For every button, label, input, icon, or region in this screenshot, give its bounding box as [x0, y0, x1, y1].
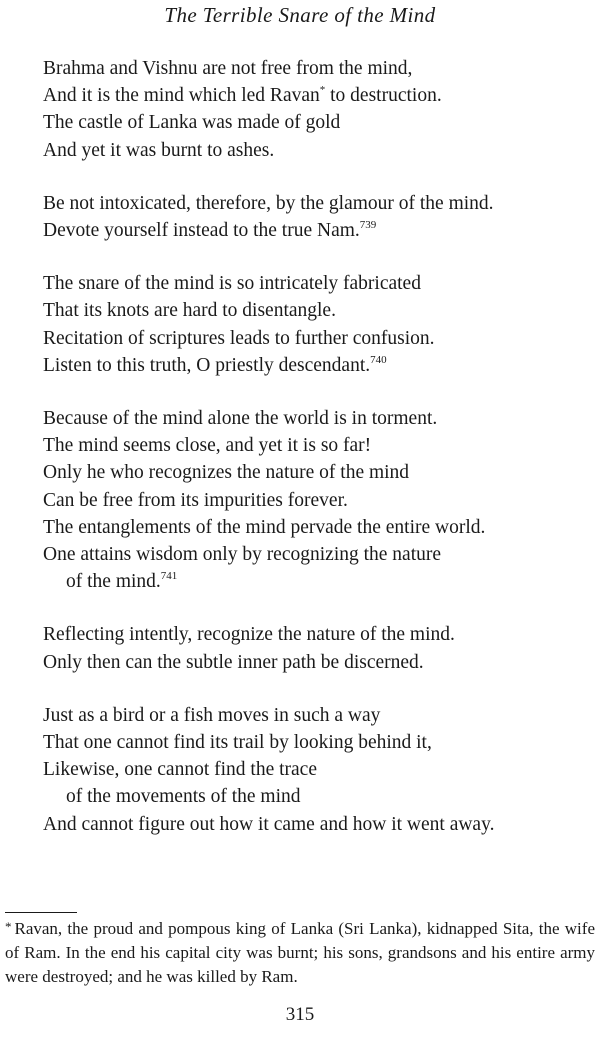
poem-line	[43, 190, 588, 217]
poem-line	[43, 756, 588, 783]
page-number: 315	[285, 1004, 315, 1025]
poem-line	[43, 649, 588, 676]
poem-line	[43, 541, 588, 568]
poem-line	[43, 487, 588, 514]
line-text: That its knots are hard to disentangle.	[43, 300, 336, 322]
stanza	[43, 55, 588, 164]
line-text: of the movements of the mind	[66, 786, 301, 808]
poem-line	[43, 568, 588, 595]
poem-line	[43, 811, 588, 838]
poem-line	[43, 352, 588, 379]
footnote	[5, 915, 595, 989]
poem-line	[43, 270, 588, 297]
poem-line	[43, 55, 588, 82]
endnote-number: 739	[359, 219, 377, 232]
line-text: Devote yourself instead to the true Nam.	[43, 220, 360, 242]
line-text: Recitation of scriptures leads to further confusion.	[43, 327, 435, 349]
poem-line	[43, 297, 588, 324]
poem-line	[43, 109, 588, 136]
endnote-number: 741	[160, 570, 178, 583]
poem-line	[43, 729, 588, 756]
endnote-number: 740	[370, 353, 387, 366]
line-text: The castle of Lanka was made of gold	[43, 112, 341, 134]
line-text: of the mind.	[66, 571, 161, 593]
line-text: Reflecting intently, recognize the nature of the mind.	[43, 624, 455, 646]
stanza	[43, 702, 588, 838]
poem-line	[43, 217, 588, 244]
line-text: Only he who recognizes the nature of the mind	[43, 462, 410, 484]
line-text: Because of the mind alone the world is in torment.	[43, 408, 438, 430]
footnote-marker: *	[319, 84, 326, 97]
stanza	[43, 621, 588, 675]
line-text: Likewise, one cannot find the trace	[43, 759, 317, 781]
line-text: The snare of the mind is so intricately fabricated	[43, 273, 421, 295]
line-text: Brahma and Vishnu are not free from the mind,	[43, 58, 413, 79]
line-text: Be not intoxicated, therefore, by the glamour of the mind.	[43, 192, 494, 214]
footnote-divider	[5, 912, 77, 913]
footnote-mark: *	[5, 919, 12, 934]
poem-line	[43, 432, 588, 459]
stanza	[43, 190, 588, 244]
poem-line	[43, 137, 588, 164]
line-text: One attains wisdom only by recognizing the nature	[43, 544, 442, 566]
stanza	[43, 405, 588, 595]
stanza	[43, 270, 588, 379]
poem-line	[43, 783, 588, 810]
line-text: That one cannot find its trail by looking behind it,	[43, 732, 432, 754]
line-text: The entanglements of the mind pervade the entire world.	[43, 516, 486, 538]
line-text: Just as a bird or a fish moves in such a way	[43, 704, 381, 726]
poem-line	[43, 325, 588, 352]
poem-line	[43, 514, 588, 541]
poem-line	[43, 621, 588, 648]
line-text-continued: to destruction.	[325, 85, 442, 107]
line-text: Can be free from its impurities forever.	[43, 489, 348, 511]
poem-line	[43, 702, 588, 729]
line-text: And cannot figure out how it came and how it went away.	[43, 813, 495, 835]
line-text: Only then can the subtle inner path be discerned.	[43, 651, 424, 673]
poem-line	[43, 82, 588, 109]
line-text: Listen to this truth, O priestly descendant.	[43, 354, 371, 376]
footnote-text: Ravan, the proud and pompous king of Lanka (Sri Lanka), kidnapped Sita, the wife of Ram. In the end his capital city was burnt; his sons, grandsons and his entire army were destroyed; and he was killed by Ram.	[5, 919, 595, 986]
line-text: The mind seems close, and yet it is so far!	[43, 435, 372, 457]
line-text: And it is the mind which led Ravan	[43, 85, 320, 107]
line-text: And yet it was burnt to ashes.	[43, 139, 275, 161]
poem-line	[43, 405, 588, 432]
poem-line	[43, 459, 588, 486]
running-head: The Terrible Snare of the Mind	[164, 3, 436, 27]
poem	[43, 55, 588, 864]
